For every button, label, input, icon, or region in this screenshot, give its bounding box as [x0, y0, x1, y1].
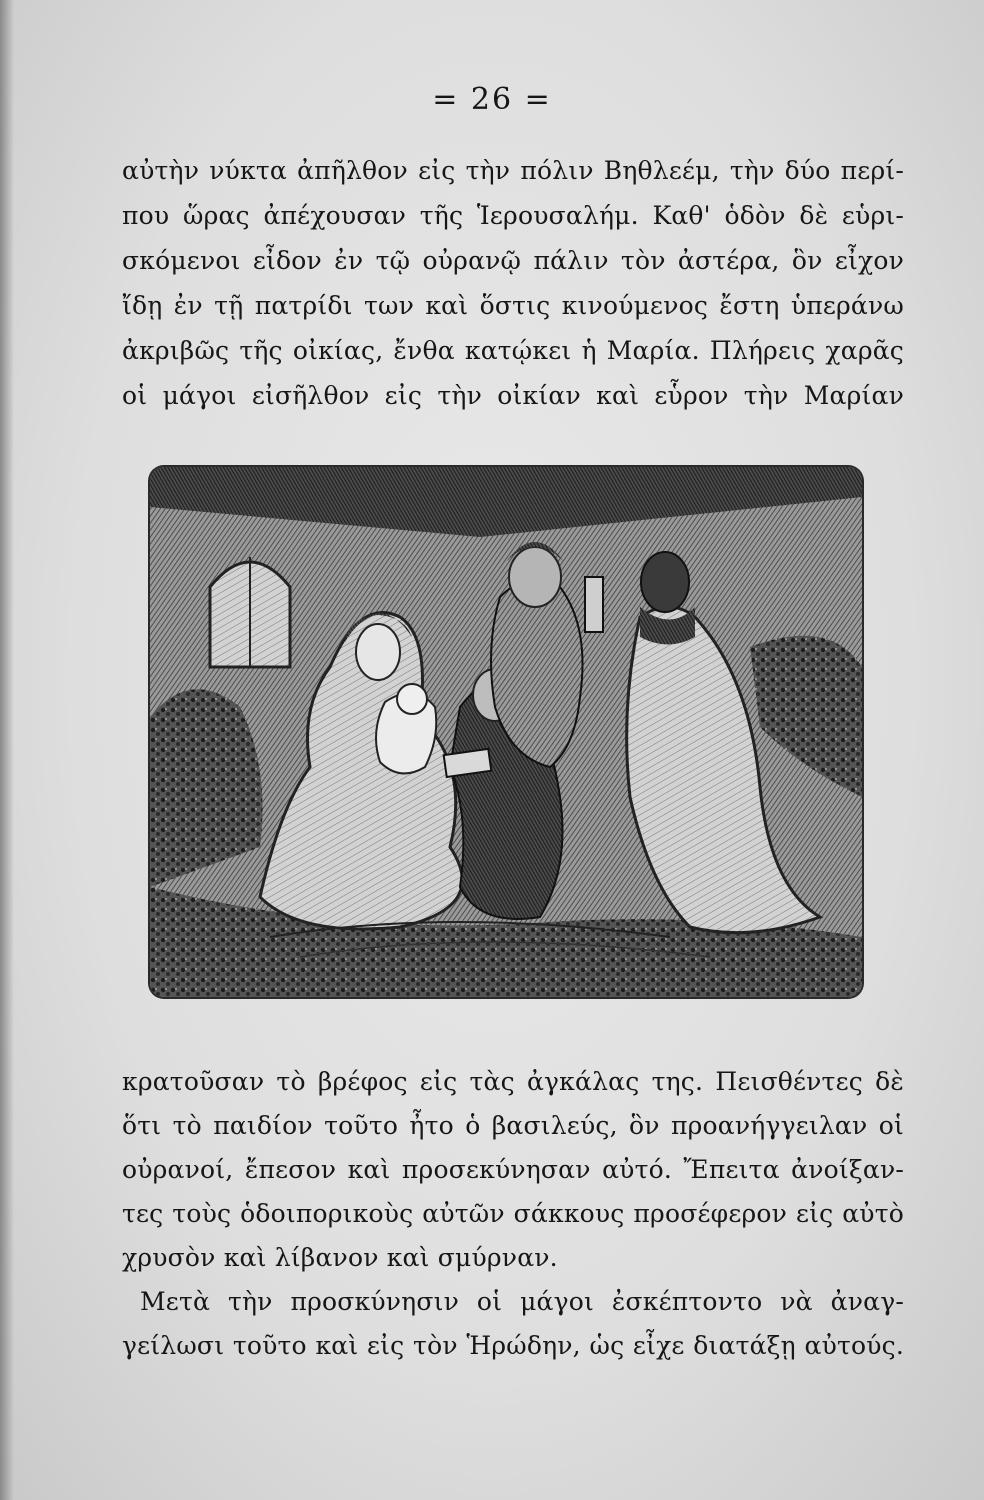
text-line: αὐτὴν νύκτα ἀπῆλθον εἰς τὴν πόλιν Βηθλεέμ, τὴν δύο περί-	[122, 156, 904, 185]
text-line: χρυσὸν καὶ λίβανον καὶ σμύρναν.	[122, 1243, 558, 1272]
bottom-paragraphs	[122, 1060, 904, 1368]
text-line: οἱ μάγοι εἰσῆλθον εἰς τὴν οἰκίαν καὶ εὗρον τὴν Μαρίαν	[122, 381, 904, 410]
text-line: τες τοὺς ὁδοιπορικοὺς αὐτῶν σάκκους προσέφερον εἰς αὐτὸ	[122, 1199, 904, 1228]
text-line: ἴδῃ ἐν τῇ πατρίδι των καὶ ὅστις κινούμενος ἔστη ὑπεράνω	[122, 291, 904, 320]
page-number: = 26 =	[432, 82, 552, 117]
text-line: ἀκριβῶς τῆς οἰκίας, ἔνθα κατῴκει ἡ Μαρία. Πλήρεις χαρᾶς	[122, 336, 904, 365]
text-line: σκόμενοι εἶδον ἐν τῷ οὐρανῷ πάλιν τὸν ἀστέρα, ὃν εἶχον	[122, 246, 904, 275]
top-paragraph	[122, 148, 904, 418]
text-line: οὐρανοί, ἔπεσον καὶ προσεκύνησαν αὐτό. Ἔπειτα ἀνοίξαν-	[122, 1155, 904, 1184]
adoration-of-magi-illustration	[150, 467, 862, 997]
text-line: που ὥρας ἀπέχουσαν τῆς Ἱερουσαλήμ. Καθ' ὁδὸν δὲ εὑρι-	[122, 201, 904, 230]
engraving-picture	[150, 467, 862, 997]
text-line: ὅτι τὸ παιδίον τοῦτο ἦτο ὁ βασιλεύς, ὃν προανήγγειλαν οἱ	[122, 1111, 904, 1140]
text-line: γείλωσι τοῦτο καὶ εἰς τὸν Ἡρώδην, ὡς εἶχε διατάξῃ αὐτούς.	[122, 1331, 904, 1360]
text-line: Μετὰ τὴν προσκύνησιν οἱ μάγοι ἐσκέπτοντο νὰ ἀναγ-	[140, 1287, 904, 1316]
text-line: κρατοῦσαν τὸ βρέφος εἰς τὰς ἀγκάλας της. Πεισθέντες δὲ	[122, 1067, 904, 1096]
